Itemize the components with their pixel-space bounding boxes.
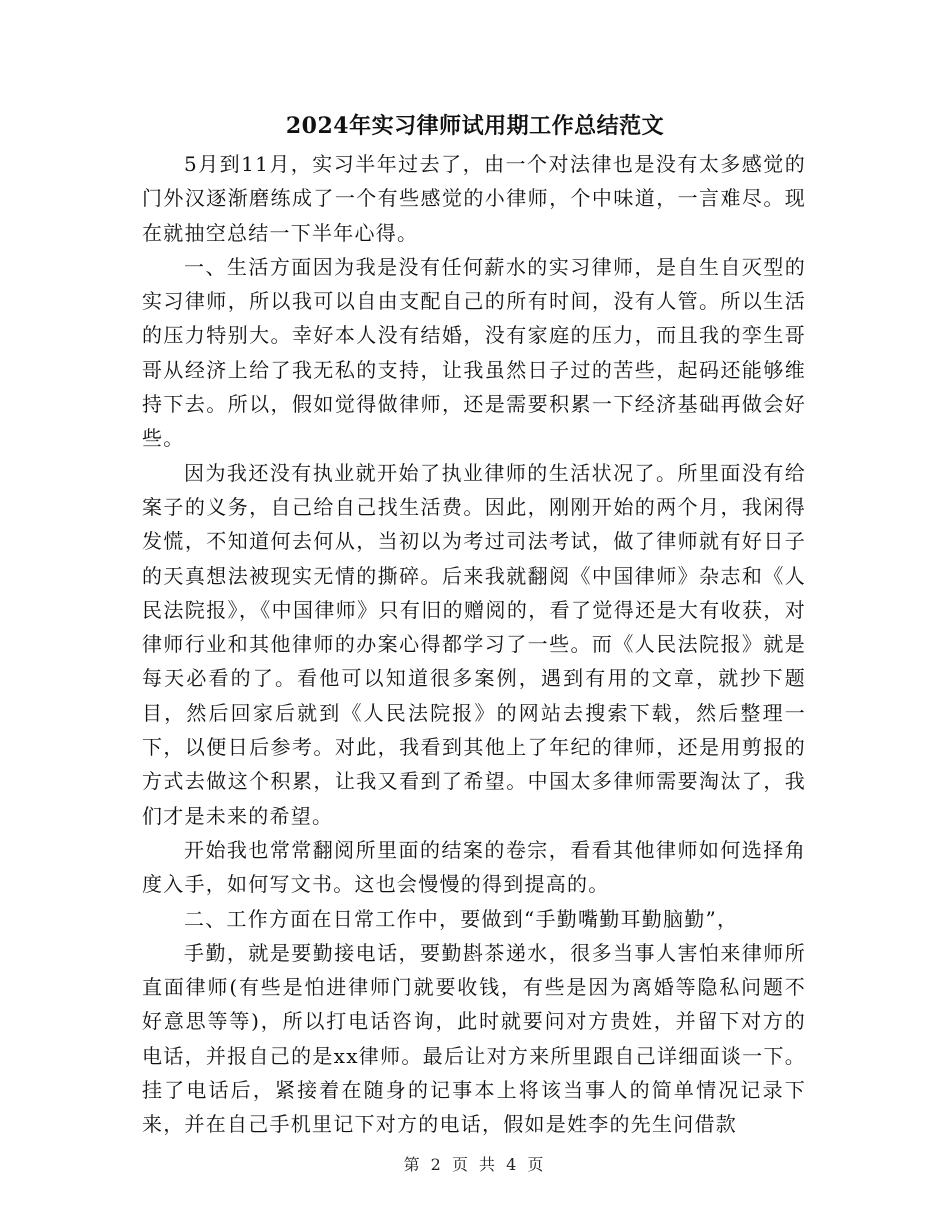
paragraph-case-files: 开始我也常常翻阅所里面的结案的卷宗，看看其他律师如何选择角度入手，如何写文书。这也会慢慢的得到提高的。 [142,837,806,897]
page-number-footer: 第 2 页 共 4 页 [403,1155,547,1174]
document-body [142,147,806,1142]
paragraph-hands: 手勤，就是要勤接电话，要勤斟茶递水，很多当事人害怕来律师所直面律师(有些是怕进律师门就要收钱，有些是因为离婚等隐私问题不好意思等等)，所以打电话咨询，此时就要问对方贵姓，并留下对方的电话，并报自己的是xx律师。最后让对方来所里跟自己详细面谈一下。挂了电话后，紧接着在随身的记事本上将该当事人的简单情况记录下来，并在自己手机里记下对方的电话，假如是姓李的先生问借款 [142,940,806,1137]
paragraph-intro: 5月到11月，实习半年过去了，由一个对法律也是没有太多感觉的门外汉逐渐磨练成了一个有些感觉的小律师，个中味道，一言难尽。现在就抽空总结一下半年心得。 [142,152,806,245]
paragraph-work-heading: 二、工作方面在日常工作中，要做到“手勤嘴勤耳勤脑勤”， [184,906,739,931]
paragraph-life: 一、生活方面因为我是没有任何薪水的实习律师，是自生自灭型的实习律师，所以我可以自由支配自己的所有时间，没有人管。所以生活的压力特别大。幸好本人没有结婚，没有家庭的压力，而且我的孪生哥哥从经济上给了我无私的支持，让我虽然日子过的苦些，起码还能够维持下去。所以，假如觉得做律师，还是需要积累一下经济基础再做会好些。 [142,254,806,451]
document-title: 2024年实习律师试用期工作总结范文 [285,113,665,139]
paragraph-practice: 因为我还没有执业就开始了执业律师的生活状况了。所里面没有给案子的义务，自己给自己找生活费。因此，刚刚开始的两个月，我闲得发慌，不知道何去何从，当初以为考过司法考试，做了律师就有好日子的天真想法被现实无情的撕碎。后来我就翻阅《中国律师》杂志和《人民法院报》，《中国律师》只有旧的赠阅的，看了觉得还是大有收获，对律师行业和其他律师的办案心得都学习了一些。而《人民法院报》就是每天必看的了。看他可以知道很多案例，遇到有用的文章，就抄下题目，然后回家后就到《人民法院报》的网站去搜索下载，然后整理一下，以便日后参考。对此，我看到其他上了年纪的律师，还是用剪报的方式去做这个积累，让我又看到了希望。中国太多律师需要淘汰了，我们才是未来的希望。 [142,460,806,828]
